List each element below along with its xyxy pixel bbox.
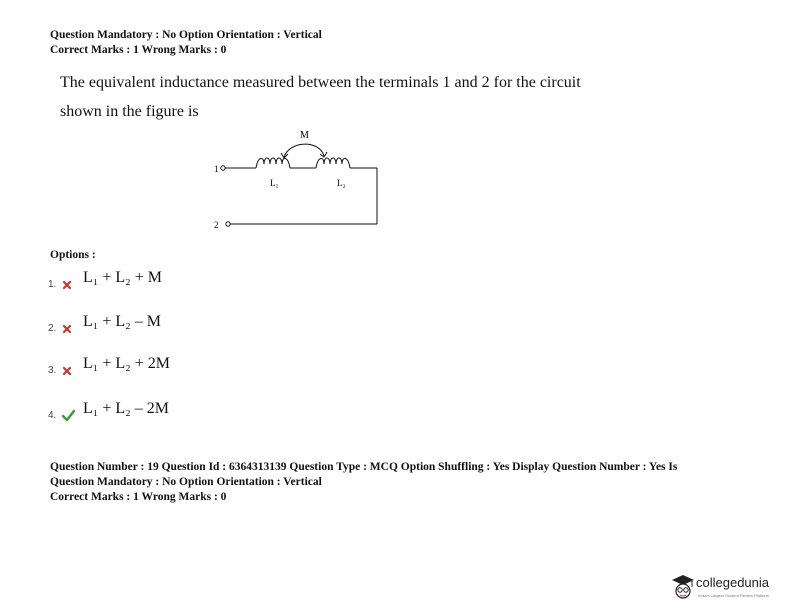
inductor-l2-label: L₂ bbox=[337, 178, 346, 188]
graduate-mascot-icon bbox=[670, 572, 696, 602]
option-text: L₁ + L₂ – M bbox=[83, 313, 161, 330]
option-text: L₁ + L₂ + M bbox=[83, 269, 162, 286]
meta-line: Question Number : 19 Question Id : 6364313139 Question Type : MCQ Option Shuffling : Yes Display Question Number : Yes Is bbox=[50, 461, 678, 473]
option-number: 1. bbox=[48, 279, 57, 290]
cross-icon bbox=[60, 320, 76, 336]
question-line: shown in the figure is bbox=[60, 103, 199, 120]
mutual-coupling-arrow bbox=[284, 144, 324, 157]
option-number: 4. bbox=[48, 410, 57, 421]
terminal-2-node bbox=[226, 222, 230, 226]
meta-line: Correct Marks : 1 Wrong Marks : 0 bbox=[50, 44, 227, 56]
option-text: L₁ + L₂ – 2M bbox=[83, 400, 169, 417]
meta-line: Question Mandatory : No Option Orientation : Vertical bbox=[50, 29, 322, 41]
terminal-1-label: 1 bbox=[214, 164, 219, 174]
collegedunia-logo bbox=[670, 572, 786, 606]
cross-icon bbox=[60, 276, 76, 292]
logo-wordmark: collegedunia bbox=[696, 575, 770, 590]
mutual-label: M bbox=[300, 130, 309, 141]
logo-tagline: India's Largest Student Review Platform bbox=[698, 593, 770, 598]
meta-line: Question Mandatory : No Option Orientation : Vertical bbox=[50, 476, 322, 488]
cross-icon bbox=[60, 362, 76, 378]
inductor-l1 bbox=[256, 158, 290, 168]
inductor-l1-label: L₁ bbox=[270, 178, 279, 188]
question-line: The equivalent inductance measured between the terminals 1 and 2 for the circuit bbox=[60, 74, 581, 91]
terminal-1-node bbox=[221, 166, 225, 170]
options-header: Options : bbox=[50, 249, 96, 261]
inductor-l2 bbox=[316, 158, 350, 168]
meta-line: Correct Marks : 1 Wrong Marks : 0 bbox=[50, 491, 227, 503]
circuit-diagram bbox=[200, 126, 385, 236]
question-meta-top bbox=[50, 28, 322, 58]
question-text bbox=[60, 68, 581, 126]
terminal-2-label: 2 bbox=[214, 220, 219, 230]
question-meta-bottom bbox=[50, 460, 677, 505]
check-icon bbox=[60, 407, 76, 423]
option-text: L₁ + L₂ + 2M bbox=[83, 355, 170, 372]
option-number: 2. bbox=[48, 323, 57, 334]
option-number: 3. bbox=[48, 365, 57, 376]
